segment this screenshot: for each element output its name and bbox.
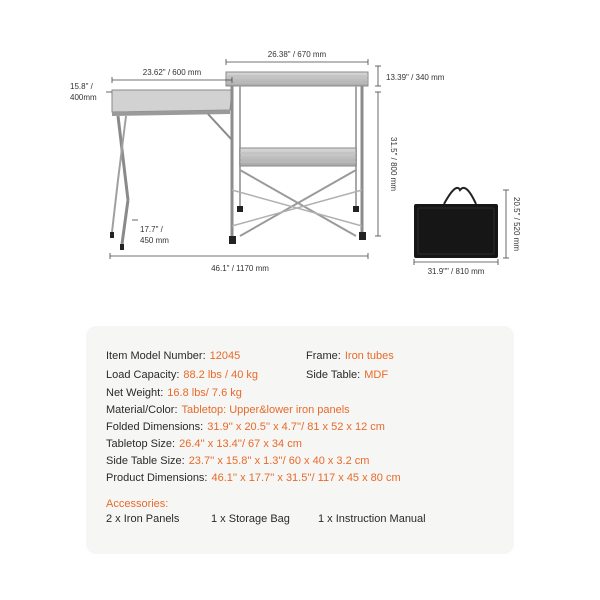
spec-model-value: 12045 (209, 350, 241, 362)
spec-side-table (306, 369, 388, 381)
spec-side-table-size-value: 23.7'' x 15.8'' x 1.3''/ 60 x 40 x 3.2 cm (188, 455, 370, 467)
spec-model (106, 350, 240, 362)
spec-frame (306, 350, 394, 362)
top-width-label: 26.38" / 670 mm (267, 50, 327, 59)
spec-tabletop (106, 438, 302, 450)
side-height-label-1: 17.7" / (140, 225, 163, 234)
spec-folded-label: Folded Dimensions: (106, 421, 204, 433)
side-width-label: 23.62" / 600 mm (142, 68, 202, 77)
bag-height-label: 20.5" / 520 mm (512, 197, 521, 251)
spec-product-value: 46.1'' x 17.7'' x 31.5''/ 117 x 45 x 80 cm (211, 472, 401, 484)
side-table-illustration (112, 90, 232, 250)
accessories-title: Accessories: (106, 498, 169, 510)
spec-tabletop-label: Tabletop Size: (106, 438, 176, 450)
spec-side-table-label: Side Table: (306, 369, 361, 381)
spec-load-value: 88.2 lbs / 40 kg (183, 369, 258, 381)
spec-side-table-size (106, 455, 369, 467)
spec-side-table-size-label: Side Table Size: (106, 455, 185, 467)
spec-material-value: Tabletop: Upper&lower iron panels (181, 404, 350, 416)
spec-folded-value: 31.9'' x 20.5'' x 4.7''/ 81 x 52 x 12 cm (207, 421, 385, 433)
spec-material-label: Material/Color: (106, 404, 178, 416)
spec-load (106, 369, 258, 381)
spec-weight (106, 387, 242, 399)
spec-folded (106, 421, 385, 433)
accessory-item: 1 x Instruction Manual (318, 513, 426, 525)
spec-side-table-value: MDF (364, 369, 389, 381)
storage-bag-illustration (414, 188, 498, 258)
spec-weight-value: 16.8 lbs/ 7.6 kg (167, 387, 242, 399)
spec-product-label: Product Dimensions: (106, 472, 208, 484)
height-label: 31.5" / 800 mm (389, 137, 398, 191)
total-width-label: 46.1" / 1170 mm (211, 264, 269, 273)
side-height-label-2: 450 mm (140, 236, 169, 245)
spec-tabletop-value: 26.4'' x 13.4''/ 67 x 34 cm (179, 438, 302, 450)
spec-material (106, 404, 350, 416)
bag-width-label: 31.9"" / 810 mm (427, 267, 485, 276)
side-depth-label-1: 15.8" / (70, 82, 93, 91)
accessory-item: 1 x Storage Bag (211, 513, 290, 525)
spec-load-label: Load Capacity: (106, 369, 180, 381)
spec-product (106, 472, 401, 484)
accessory-item: 2 x Iron Panels (106, 513, 180, 525)
top-depth-label: 13.39" / 340 mm (386, 73, 445, 82)
main-table-illustration (226, 72, 368, 244)
spec-frame-label: Frame: (306, 350, 341, 362)
spec-weight-label: Net Weight: (106, 387, 164, 399)
spec-frame-value: Iron tubes (344, 350, 394, 362)
spec-model-label: Item Model Number: (106, 350, 206, 362)
side-depth-label-2: 400mm (70, 93, 97, 102)
